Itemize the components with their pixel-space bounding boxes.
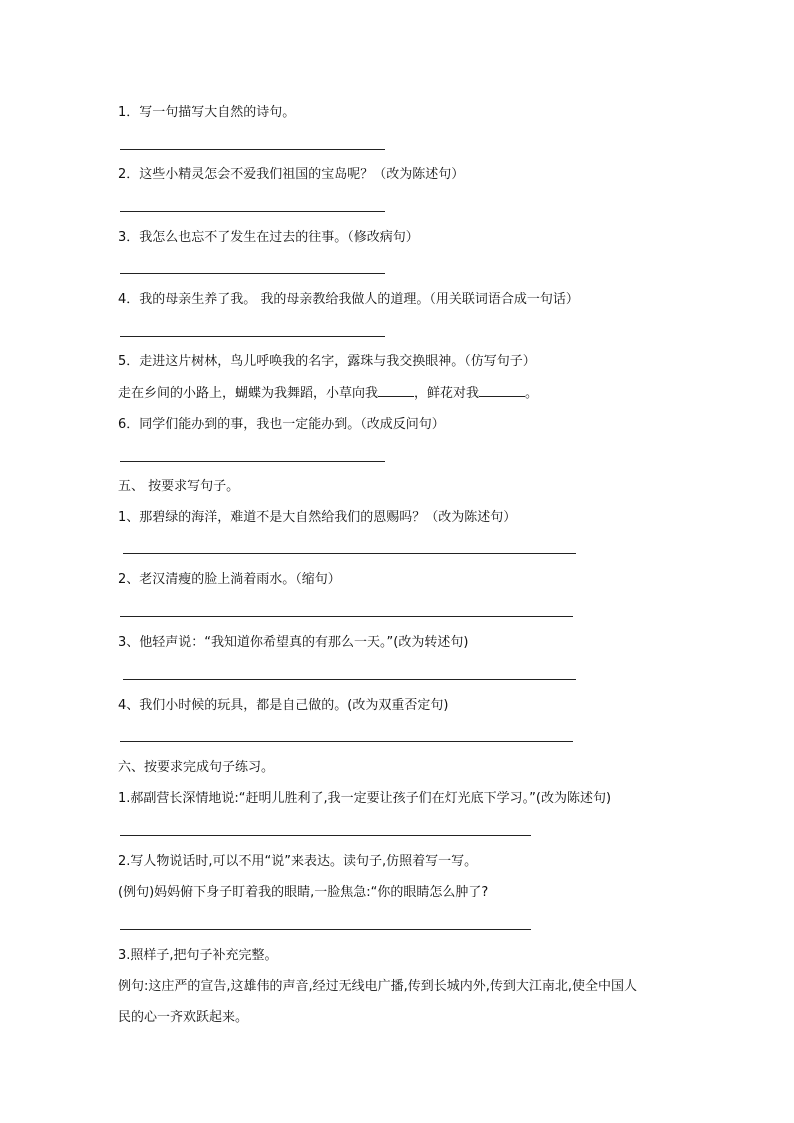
section-6-question-1: 1.郝副营长深情地说:“赶明儿胜利了,我一定要让孩子们在灯光底下学习。”(改为陈述句) [118,791,612,806]
section-6-question-2-example: (例句)妈妈俯下身子盯着我的眼睛,一脸焦急:“你的眼睛怎么肿了? [118,885,489,900]
fill-blank-1[interactable] [378,384,414,397]
answer-line-2[interactable] [120,211,385,212]
question-2: 2．这些小精灵怎会不爱我们祖国的宝岛呢？（改为陈述句） [118,167,465,182]
question-5-imitation [118,384,538,403]
section-6-heading: 六、按要求完成句子练习。 [118,760,275,775]
section-6-question-3-example-line-1: 例句:这庄严的宣告,这雄伟的声音,经过无线电广播,传到长城内外,传到大江南北,使全中国人 [118,979,638,994]
section-6-question-2: 2.写人物说话时,可以不用“说”来表达。读句子,仿照着写一写。 [118,854,478,869]
section-5-answer-line-1[interactable] [123,553,576,554]
section-5-answer-line-3[interactable] [123,679,576,680]
section-5-answer-line-2[interactable] [120,616,573,617]
imitation-text-a: 走在乡间的小路上，蝴蝶为我舞蹈，小草向我 [118,386,379,401]
section-5-answer-line-4[interactable] [120,741,573,742]
question-3: 3．我怎么也忘不了发生在过去的往事。（修改病句） [118,230,419,245]
section-6-answer-line-1[interactable] [120,835,531,836]
answer-line-1[interactable] [120,149,385,150]
section-6-question-3-example-line-2: 民的心一齐欢跃起来。 [118,1010,249,1025]
question-1: 1．写一句描写大自然的诗句。 [118,105,296,120]
question-6: 6．同学们能办到的事，我也一定能办到。（改成反问句） [118,417,445,432]
fill-blank-2[interactable] [479,384,525,397]
section-6-answer-line-2[interactable] [120,929,531,930]
section-5-heading: 五、 按要求写句子。 [118,479,240,494]
question-5: 5．走进这片树林，鸟儿呼唤我的名字，露珠与我交换眼神。（仿写句子） [118,354,536,369]
imitation-text-b: ，鲜花对我 [414,386,480,401]
section-5-question-3: 3、他轻声说：“我知道你希望真的有那么一天。”(改为转述句) [118,635,469,650]
section-5-question-1: 1、那碧绿的海洋，难道不是大自然给我们的恩赐吗？（改为陈述句） [118,510,517,525]
imitation-text-c: 。 [525,386,539,401]
section-5-question-4: 4、我们小时候的玩具，都是自己做的。(改为双重否定句) [118,698,449,713]
section-5-question-2: 2、老汉清瘦的脸上淌着雨水。（缩句） [118,572,341,587]
question-4: 4．我的母亲生养了我。 我的母亲教给我做人的道理。（用关联词语合成一句话） [118,292,579,307]
answer-line-3[interactable] [120,273,385,274]
answer-line-6[interactable] [120,461,385,462]
section-6-question-3: 3.照样子,把句子补充完整。 [118,948,278,963]
answer-line-4[interactable] [120,336,385,337]
